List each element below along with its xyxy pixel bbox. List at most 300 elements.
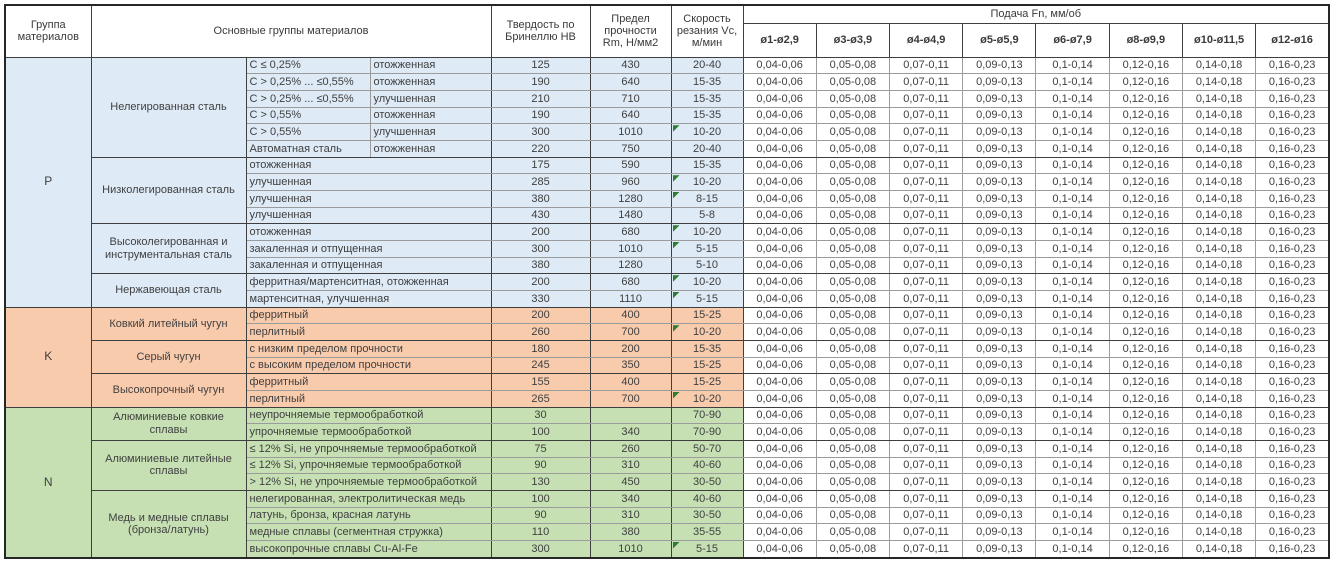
hardness-cell: 175 — [491, 157, 590, 174]
condition-cell: C > 0,55% — [246, 107, 370, 124]
feed-cell: 0,16-0,23 — [1256, 174, 1329, 191]
header-hardness: Твердость по Бринеллю НВ — [491, 5, 590, 57]
feed-cell: 0,05-0,08 — [816, 157, 889, 174]
feed-cell: 0,1-0,14 — [1036, 357, 1109, 374]
feed-col-header: ø5-ø5,9 — [963, 23, 1036, 57]
strength-cell: 450 — [590, 474, 671, 491]
feed-cell: 0,12-0,16 — [1109, 357, 1182, 374]
feed-cell: 0,07-0,11 — [890, 340, 963, 357]
feed-cell: 0,14-0,18 — [1182, 224, 1255, 241]
feed-cell: 0,07-0,11 — [890, 274, 963, 291]
sub-material-cell: с высоким пределом прочности — [246, 357, 491, 374]
cutting-speed-cell: 10-20 — [671, 174, 743, 191]
strength-cell: 1010 — [590, 124, 671, 141]
hardness-cell: 220 — [491, 140, 590, 157]
sub-material-cell: ферритный — [246, 307, 491, 324]
feed-cell: 0,07-0,11 — [890, 524, 963, 541]
strength-cell: 710 — [590, 90, 671, 107]
feed-cell: 0,12-0,16 — [1109, 257, 1182, 274]
cutting-speed-cell: 50-70 — [671, 440, 743, 457]
feed-cell: 0,16-0,23 — [1256, 474, 1329, 491]
feed-cell: 0,05-0,08 — [816, 407, 889, 424]
feed-cell: 0,12-0,16 — [1109, 324, 1182, 341]
feed-cell: 0,1-0,14 — [1036, 374, 1109, 391]
feed-cell: 0,09-0,13 — [963, 424, 1036, 441]
feed-cell: 0,04-0,06 — [743, 124, 816, 141]
feed-cell: 0,1-0,14 — [1036, 524, 1109, 541]
feed-cell: 0,07-0,11 — [890, 490, 963, 507]
strength-cell: 260 — [590, 440, 671, 457]
cutting-speed-cell: 70-90 — [671, 407, 743, 424]
feed-cell: 0,14-0,18 — [1182, 274, 1255, 291]
hardness-cell: 300 — [491, 540, 590, 558]
cutting-speed-cell: 8-15 — [671, 190, 743, 207]
sub-material-cell: нелегированная, электролитическая медь — [246, 490, 491, 507]
feed-cell: 0,09-0,13 — [963, 357, 1036, 374]
formula-marker-icon — [673, 175, 680, 182]
feed-cell: 0,14-0,18 — [1182, 124, 1255, 141]
formula-marker-icon — [673, 542, 680, 549]
feed-cell: 0,09-0,13 — [963, 440, 1036, 457]
cutting-speed-cell: 15-35 — [671, 107, 743, 124]
sub-material-cell: отожженная — [246, 224, 491, 241]
table-row — [5, 490, 1329, 507]
feed-cell: 0,1-0,14 — [1036, 440, 1109, 457]
group-name-cell: Ковкий литейный чугун — [91, 307, 246, 340]
feed-cell: 0,05-0,08 — [816, 357, 889, 374]
feed-cell: 0,1-0,14 — [1036, 107, 1109, 124]
feed-cell: 0,05-0,08 — [816, 274, 889, 291]
feed-cell: 0,09-0,13 — [963, 274, 1036, 291]
feed-cell: 0,07-0,11 — [890, 390, 963, 407]
sub-material-cell: ≤ 12% Si, упрочняемые термообработкой — [246, 457, 491, 474]
feed-cell: 0,12-0,16 — [1109, 190, 1182, 207]
feed-cell: 0,07-0,11 — [890, 374, 963, 391]
feed-cell: 0,12-0,16 — [1109, 424, 1182, 441]
feed-cell: 0,14-0,18 — [1182, 207, 1255, 224]
feed-cell: 0,1-0,14 — [1036, 390, 1109, 407]
hardness-cell: 200 — [491, 307, 590, 324]
sub-material-cell: мартенситная, улучшенная — [246, 290, 491, 307]
sub-material-cell: улучшенная — [246, 207, 491, 224]
feed-cell: 0,12-0,16 — [1109, 74, 1182, 91]
cutting-speed-cell: 15-35 — [671, 157, 743, 174]
feed-cell: 0,04-0,06 — [743, 440, 816, 457]
feed-cell: 0,12-0,16 — [1109, 407, 1182, 424]
feed-cell: 0,05-0,08 — [816, 440, 889, 457]
cutting-speed-cell: 30-50 — [671, 507, 743, 524]
feed-cell: 0,16-0,23 — [1256, 124, 1329, 141]
feed-cell: 0,1-0,14 — [1036, 424, 1109, 441]
table-row — [5, 440, 1329, 457]
hardness-cell: 285 — [491, 174, 590, 191]
feed-cell: 0,09-0,13 — [963, 107, 1036, 124]
strength-cell: 1110 — [590, 290, 671, 307]
feed-cell: 0,14-0,18 — [1182, 90, 1255, 107]
feed-cell: 0,07-0,11 — [890, 507, 963, 524]
feed-cell: 0,14-0,18 — [1182, 507, 1255, 524]
sub-material-cell: ферритная/мартенситная, отожженная — [246, 274, 491, 291]
feed-cell: 0,16-0,23 — [1256, 57, 1329, 74]
formula-marker-icon — [673, 242, 680, 249]
feed-cell: 0,09-0,13 — [963, 524, 1036, 541]
cutting-speed-cell: 15-25 — [671, 357, 743, 374]
feed-cell: 0,05-0,08 — [816, 524, 889, 541]
feed-col-header: ø10-ø11,5 — [1182, 23, 1255, 57]
feed-cell: 0,04-0,06 — [743, 424, 816, 441]
feed-cell: 0,04-0,06 — [743, 407, 816, 424]
feed-cell: 0,1-0,14 — [1036, 124, 1109, 141]
feed-cell: 0,04-0,06 — [743, 540, 816, 558]
feed-cell: 0,16-0,23 — [1256, 257, 1329, 274]
hardness-cell: 125 — [491, 57, 590, 74]
feed-cell: 0,12-0,16 — [1109, 374, 1182, 391]
header-strength: Предел прочности Rm, Н/мм2 — [590, 5, 671, 57]
feed-cell: 0,12-0,16 — [1109, 290, 1182, 307]
feed-cell: 0,16-0,23 — [1256, 190, 1329, 207]
feed-cell: 0,12-0,16 — [1109, 490, 1182, 507]
hardness-cell: 300 — [491, 124, 590, 141]
feed-cell: 0,16-0,23 — [1256, 307, 1329, 324]
feed-cell: 0,16-0,23 — [1256, 207, 1329, 224]
cutting-speed-cell: 10-20 — [671, 390, 743, 407]
feed-cell: 0,04-0,06 — [743, 457, 816, 474]
table-row — [5, 374, 1329, 391]
feed-cell: 0,09-0,13 — [963, 157, 1036, 174]
strength-cell: 340 — [590, 490, 671, 507]
hardness-cell: 190 — [491, 74, 590, 91]
feed-cell: 0,09-0,13 — [963, 224, 1036, 241]
feed-cell: 0,05-0,08 — [816, 257, 889, 274]
feed-cell: 0,16-0,23 — [1256, 524, 1329, 541]
feed-cell: 0,14-0,18 — [1182, 57, 1255, 74]
feed-cell: 0,07-0,11 — [890, 407, 963, 424]
feed-cell: 0,1-0,14 — [1036, 74, 1109, 91]
sub-material-cell: латунь, бронза, красная латунь — [246, 507, 491, 524]
feed-cell: 0,12-0,16 — [1109, 340, 1182, 357]
strength-cell: 340 — [590, 424, 671, 441]
feed-cell: 0,14-0,18 — [1182, 457, 1255, 474]
feed-cell: 0,14-0,18 — [1182, 157, 1255, 174]
feed-cell: 0,05-0,08 — [816, 340, 889, 357]
feed-cell: 0,04-0,06 — [743, 207, 816, 224]
feed-cell: 0,07-0,11 — [890, 440, 963, 457]
table-row — [5, 274, 1329, 291]
feed-cell: 0,14-0,18 — [1182, 474, 1255, 491]
feed-cell: 0,14-0,18 — [1182, 424, 1255, 441]
feed-cell: 0,04-0,06 — [743, 74, 816, 91]
feed-cell: 0,09-0,13 — [963, 474, 1036, 491]
sub-material-cell: высокопрочные сплавы Cu-Al-Fe — [246, 540, 491, 558]
feed-cell: 0,12-0,16 — [1109, 474, 1182, 491]
feed-cell: 0,12-0,16 — [1109, 390, 1182, 407]
feed-cell: 0,14-0,18 — [1182, 240, 1255, 257]
cutting-speed-cell: 40-60 — [671, 490, 743, 507]
hardness-cell: 210 — [491, 90, 590, 107]
strength-cell: 400 — [590, 374, 671, 391]
condition-cell: C > 0,25% ... ≤0,55% — [246, 90, 370, 107]
condition-cell: C > 0,55% — [246, 124, 370, 141]
formula-marker-icon — [673, 192, 680, 199]
sub-material-cell: неупрочняемые термообработкой — [246, 407, 491, 424]
feed-cell: 0,04-0,06 — [743, 524, 816, 541]
feed-cell: 0,04-0,06 — [743, 507, 816, 524]
feed-cell: 0,09-0,13 — [963, 74, 1036, 91]
feed-cell: 0,14-0,18 — [1182, 540, 1255, 558]
feed-cell: 0,07-0,11 — [890, 290, 963, 307]
cutting-speed-cell: 5-15 — [671, 240, 743, 257]
feed-cell: 0,09-0,13 — [963, 490, 1036, 507]
feed-cell: 0,07-0,11 — [890, 474, 963, 491]
feed-col-header: ø12-ø16 — [1256, 23, 1329, 57]
strength-cell: 310 — [590, 457, 671, 474]
group-name-cell: Алюминиевые литейные сплавы — [91, 440, 246, 490]
strength-cell: 430 — [590, 57, 671, 74]
sub-material-cell: > 12% Si, не упрочняемые термообработкой — [246, 474, 491, 491]
feed-cell: 0,1-0,14 — [1036, 324, 1109, 341]
feed-cell: 0,05-0,08 — [816, 390, 889, 407]
feed-cell: 0,16-0,23 — [1256, 424, 1329, 441]
feed-cell: 0,12-0,16 — [1109, 140, 1182, 157]
feed-cell: 0,04-0,06 — [743, 324, 816, 341]
feed-cell: 0,1-0,14 — [1036, 90, 1109, 107]
feed-cell: 0,1-0,14 — [1036, 157, 1109, 174]
feed-cell: 0,05-0,08 — [816, 124, 889, 141]
feed-col-header: ø8-ø9,9 — [1109, 23, 1182, 57]
hardness-cell: 155 — [491, 374, 590, 391]
feed-cell: 0,07-0,11 — [890, 424, 963, 441]
feed-cell: 0,04-0,06 — [743, 57, 816, 74]
feed-cell: 0,04-0,06 — [743, 307, 816, 324]
strength-cell: 1010 — [590, 540, 671, 558]
strength-cell: 680 — [590, 274, 671, 291]
feed-cell: 0,1-0,14 — [1036, 240, 1109, 257]
cutting-speed-cell: 5-15 — [671, 290, 743, 307]
formula-marker-icon — [673, 125, 680, 132]
cutting-speed-cell: 35-55 — [671, 524, 743, 541]
feed-cell: 0,1-0,14 — [1036, 140, 1109, 157]
feed-cell: 0,07-0,11 — [890, 240, 963, 257]
feed-cell: 0,1-0,14 — [1036, 457, 1109, 474]
feed-cell: 0,07-0,11 — [890, 157, 963, 174]
feed-cell: 0,05-0,08 — [816, 507, 889, 524]
feed-cell: 0,05-0,08 — [816, 240, 889, 257]
strength-cell: 400 — [590, 307, 671, 324]
cutting-speed-cell: 5-15 — [671, 540, 743, 558]
group-name-cell: Нелегированная сталь — [91, 57, 246, 157]
feed-cell: 0,1-0,14 — [1036, 507, 1109, 524]
state-cell: улучшенная — [370, 124, 491, 141]
feed-cell: 0,14-0,18 — [1182, 74, 1255, 91]
cutting-speed-cell: 5-10 — [671, 257, 743, 274]
feed-cell: 0,07-0,11 — [890, 540, 963, 558]
strength-cell: 960 — [590, 174, 671, 191]
feed-cell: 0,14-0,18 — [1182, 390, 1255, 407]
feed-cell: 0,09-0,13 — [963, 290, 1036, 307]
sub-material-cell: перлитный — [246, 390, 491, 407]
hardness-cell: 30 — [491, 407, 590, 424]
feed-cell: 0,12-0,16 — [1109, 507, 1182, 524]
feed-cell: 0,16-0,23 — [1256, 90, 1329, 107]
group-name-cell: Высокопрочный чугун — [91, 374, 246, 407]
feed-cell: 0,09-0,13 — [963, 540, 1036, 558]
strength-cell: 350 — [590, 357, 671, 374]
feed-cell: 0,09-0,13 — [963, 240, 1036, 257]
group-name-cell: Медь и медные сплавы (бронза/латунь) — [91, 490, 246, 558]
feed-cell: 0,04-0,06 — [743, 290, 816, 307]
cutting-speed-cell: 10-20 — [671, 124, 743, 141]
hardness-cell: 100 — [491, 490, 590, 507]
feed-cell: 0,14-0,18 — [1182, 307, 1255, 324]
feed-cell: 0,1-0,14 — [1036, 307, 1109, 324]
feed-cell: 0,07-0,11 — [890, 140, 963, 157]
hardness-cell: 330 — [491, 290, 590, 307]
feed-cell: 0,12-0,16 — [1109, 457, 1182, 474]
feed-cell: 0,1-0,14 — [1036, 290, 1109, 307]
feed-cell: 0,14-0,18 — [1182, 174, 1255, 191]
hardness-cell: 245 — [491, 357, 590, 374]
feed-cell: 0,09-0,13 — [963, 374, 1036, 391]
feed-cell: 0,05-0,08 — [816, 190, 889, 207]
feed-cell: 0,16-0,23 — [1256, 224, 1329, 241]
feed-cell: 0,14-0,18 — [1182, 257, 1255, 274]
feed-col-header: ø6-ø7,9 — [1036, 23, 1109, 57]
group-name-cell: Низколегированная сталь — [91, 157, 246, 224]
header-cutting-speed: Скорость резания Vc, м/мин — [671, 5, 743, 57]
feed-cell: 0,09-0,13 — [963, 57, 1036, 74]
formula-marker-icon — [673, 275, 680, 282]
strength-cell: 750 — [590, 140, 671, 157]
feed-cell: 0,07-0,11 — [890, 357, 963, 374]
feed-cell: 0,1-0,14 — [1036, 540, 1109, 558]
hardness-cell: 430 — [491, 207, 590, 224]
sub-material-cell: отожженная — [246, 157, 491, 174]
state-cell: улучшенная — [370, 90, 491, 107]
feed-cell: 0,16-0,23 — [1256, 274, 1329, 291]
feed-cell: 0,05-0,08 — [816, 290, 889, 307]
feed-cell: 0,16-0,23 — [1256, 324, 1329, 341]
hardness-cell: 130 — [491, 474, 590, 491]
formula-marker-icon — [673, 392, 680, 399]
feed-cell: 0,16-0,23 — [1256, 440, 1329, 457]
feed-cell: 0,07-0,11 — [890, 457, 963, 474]
hardness-cell: 100 — [491, 424, 590, 441]
hardness-cell: 265 — [491, 390, 590, 407]
feed-cell: 0,12-0,16 — [1109, 174, 1182, 191]
feed-cell: 0,09-0,13 — [963, 324, 1036, 341]
feed-cell: 0,1-0,14 — [1036, 224, 1109, 241]
formula-marker-icon — [673, 292, 680, 299]
feed-cell: 0,07-0,11 — [890, 207, 963, 224]
feed-cell: 0,12-0,16 — [1109, 524, 1182, 541]
strength-cell: 1480 — [590, 207, 671, 224]
feed-cell: 0,12-0,16 — [1109, 107, 1182, 124]
strength-cell: 310 — [590, 507, 671, 524]
feed-cell: 0,14-0,18 — [1182, 357, 1255, 374]
feed-cell: 0,05-0,08 — [816, 307, 889, 324]
feed-cell: 0,07-0,11 — [890, 224, 963, 241]
feed-cell: 0,04-0,06 — [743, 107, 816, 124]
feed-cell: 0,14-0,18 — [1182, 374, 1255, 391]
sub-material-cell: закаленная и отпущенная — [246, 240, 491, 257]
feed-cell: 0,16-0,23 — [1256, 490, 1329, 507]
feed-cell: 0,1-0,14 — [1036, 207, 1109, 224]
material-group-cell: K — [5, 307, 91, 407]
feed-cell: 0,14-0,18 — [1182, 340, 1255, 357]
hardness-cell: 200 — [491, 224, 590, 241]
feed-cell: 0,09-0,13 — [963, 507, 1036, 524]
cutting-speed-cell: 40-60 — [671, 457, 743, 474]
feed-cell: 0,16-0,23 — [1256, 340, 1329, 357]
strength-cell: 680 — [590, 224, 671, 241]
feed-cell: 0,09-0,13 — [963, 407, 1036, 424]
sub-material-cell: ферритный — [246, 374, 491, 391]
formula-marker-icon — [673, 325, 680, 332]
cutting-speed-cell: 15-35 — [671, 90, 743, 107]
feed-col-header: ø3-ø3,9 — [816, 23, 889, 57]
strength-cell: 590 — [590, 157, 671, 174]
feed-cell: 0,09-0,13 — [963, 257, 1036, 274]
cutting-speed-cell: 10-20 — [671, 274, 743, 291]
hardness-cell: 200 — [491, 274, 590, 291]
strength-cell: 700 — [590, 324, 671, 341]
group-name-cell: Серый чугун — [91, 340, 246, 373]
feed-cell: 0,12-0,16 — [1109, 440, 1182, 457]
cutting-speed-cell: 10-20 — [671, 224, 743, 241]
header-material-group: Группа материалов — [5, 5, 91, 57]
cutting-speed-cell: 70-90 — [671, 424, 743, 441]
feed-cell: 0,12-0,16 — [1109, 90, 1182, 107]
feed-cell: 0,1-0,14 — [1036, 57, 1109, 74]
feed-cell: 0,12-0,16 — [1109, 224, 1182, 241]
sub-material-cell: упрочняемые термообработкой — [246, 424, 491, 441]
feed-cell: 0,14-0,18 — [1182, 490, 1255, 507]
feed-cell: 0,04-0,06 — [743, 174, 816, 191]
feed-cell: 0,16-0,23 — [1256, 157, 1329, 174]
table-row — [5, 407, 1329, 424]
feed-cell: 0,07-0,11 — [890, 124, 963, 141]
feed-cell: 0,04-0,06 — [743, 157, 816, 174]
feed-cell: 0,07-0,11 — [890, 307, 963, 324]
feed-cell: 0,09-0,13 — [963, 90, 1036, 107]
feed-cell: 0,16-0,23 — [1256, 140, 1329, 157]
group-name-cell: Высоколегированная и инструментальная сталь — [91, 224, 246, 274]
state-cell: отожженная — [370, 107, 491, 124]
condition-cell: Автоматная сталь — [246, 140, 370, 157]
sub-material-cell: медные сплавы (сегментная стружка) — [246, 524, 491, 541]
table-row — [5, 157, 1329, 174]
strength-cell — [590, 407, 671, 424]
feed-cell: 0,16-0,23 — [1256, 540, 1329, 558]
feed-cell: 0,07-0,11 — [890, 190, 963, 207]
feed-cell: 0,1-0,14 — [1036, 190, 1109, 207]
feed-cell: 0,12-0,16 — [1109, 307, 1182, 324]
strength-cell: 640 — [590, 107, 671, 124]
feed-cell: 0,09-0,13 — [963, 140, 1036, 157]
feed-cell: 0,14-0,18 — [1182, 290, 1255, 307]
feed-cell: 0,16-0,23 — [1256, 507, 1329, 524]
feed-cell: 0,05-0,08 — [816, 107, 889, 124]
feed-cell: 0,1-0,14 — [1036, 407, 1109, 424]
table-row — [5, 224, 1329, 241]
feed-cell: 0,05-0,08 — [816, 324, 889, 341]
header-feed-title: Подача Fn, мм/об — [743, 5, 1329, 23]
feed-cell: 0,05-0,08 — [816, 207, 889, 224]
feed-cell: 0,04-0,06 — [743, 90, 816, 107]
material-group-cell: P — [5, 57, 91, 307]
cutting-speed-cell: 15-25 — [671, 307, 743, 324]
state-cell: отожженная — [370, 74, 491, 91]
